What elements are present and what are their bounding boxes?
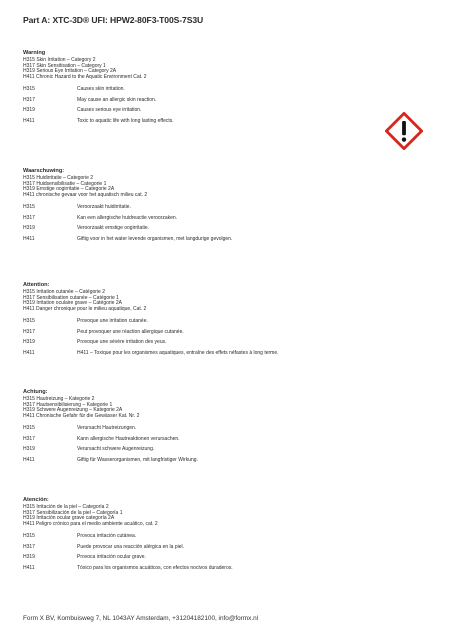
- classification-line: H319 Schwere Augenreizung – Kategorie 2A: [23, 407, 123, 414]
- hazard-statement-row: [23, 236, 393, 247]
- hazard-statement-row: [23, 425, 393, 436]
- hazard-code: H319: [23, 554, 35, 561]
- hazard-text: Verursacht Hautreizungen.: [77, 424, 137, 431]
- hazard-statements: [23, 425, 393, 468]
- classification-line: H319 Serious Eye Irritation – Category 2A: [23, 68, 117, 75]
- hazard-text: Provoca irritación ocular grave.: [77, 554, 146, 561]
- hazard-section: [23, 50, 393, 129]
- hazard-code: H315: [23, 203, 35, 210]
- footer-address: Form X BV, Kombuisweg 7, NL 1043AY Amsterdam, +31204182100, info@formx.nl: [23, 615, 259, 622]
- section-heading: Attention:: [23, 282, 50, 288]
- classification-line: H317 Sensibilización de la piel – Categoría 1: [23, 509, 123, 516]
- hazard-statement-row: [23, 107, 393, 118]
- hazard-code: H315: [23, 317, 35, 324]
- hazard-code: H411: [23, 457, 35, 464]
- hazard-statement-row: [23, 436, 393, 447]
- hazard-code: H319: [23, 107, 35, 114]
- hazard-statements: [23, 533, 393, 576]
- hazard-statement-row: [23, 215, 393, 226]
- hazard-statements: [23, 86, 393, 129]
- hazard-code: H317: [23, 214, 35, 221]
- hazard-statement-row: [23, 318, 393, 329]
- classification-line: H317 Huidsensibilisatie – Categorie 1: [23, 180, 107, 187]
- classification-line: H319 Ernstige oogirritatie – Categorie 2A: [23, 186, 115, 193]
- hazard-code: H315: [23, 85, 35, 92]
- page-title: Part A: XTC-3D® UFI: HPW2-80F3-T00S-7S3U: [23, 15, 204, 25]
- classification-line: H411 chronische gevaar voor het aquatisch milieu cat. 2: [23, 191, 148, 198]
- hazard-statements: [23, 318, 393, 361]
- hazard-text: May cause an allergic skin reaction.: [77, 96, 157, 103]
- hazard-statement-row: [23, 204, 393, 215]
- hazard-code: H315: [23, 532, 35, 539]
- classification-line: H315 Irritación de la piel – Categoría 2: [23, 504, 109, 510]
- hazard-statement-row: [23, 446, 393, 457]
- hazard-text: Provoque une irritation cutanée.: [77, 317, 148, 324]
- hazard-text: Kann allergische Hautreaktionen verursachen.: [77, 435, 180, 442]
- hazard-statements: [23, 204, 393, 247]
- hazard-section: [23, 168, 393, 247]
- hazard-code: H319: [23, 446, 35, 453]
- hazard-code: H317: [23, 328, 35, 335]
- classification-line: H411 Peligro crónico para el medio ambiente acuático, cat. 2: [23, 520, 158, 527]
- hazard-statement-row: [23, 339, 393, 350]
- classification-line: H317 Skin Sensitisation – Category 1: [23, 62, 106, 69]
- hazard-text: Provoca irritación cutánea.: [77, 532, 137, 539]
- hazard-text: H411 – Toxique pour les organismes aquatiques, entraîne des effets néfastes à long terme.: [77, 350, 279, 357]
- hazard-text: Puede provocar una reacción alérgica en la piel.: [77, 543, 185, 550]
- hazard-text: Causes skin irritation.: [77, 85, 125, 92]
- hazard-text: Causes serious eye irritation.: [77, 107, 142, 114]
- hazard-code: H317: [23, 543, 35, 550]
- hazard-statement-row: [23, 97, 393, 108]
- hazard-statement-row: [23, 554, 393, 565]
- section-heading: Atención:: [23, 497, 49, 503]
- hazard-text: Peut provoquer une réaction allergique cutanée.: [77, 328, 184, 335]
- hazard-code: H411: [23, 118, 35, 125]
- section-heading: Waarschuwing:: [23, 168, 65, 174]
- classification-line: H315 Huidirritatie – Categorie 2: [23, 175, 94, 181]
- hazard-statement-row: [23, 565, 393, 576]
- hazard-code: H319: [23, 339, 35, 346]
- classification-line: H317 Sensibilisation cutanée – Catégorie 1: [23, 294, 119, 301]
- ghs07-exclamation-mark-icon: [385, 112, 423, 150]
- classification-line: H317 Hautsensibilisierung – Kategorie 1: [23, 401, 113, 408]
- hazard-code: H411: [23, 565, 35, 572]
- classification-line: H315 Skin Irritation – Category 2: [23, 57, 96, 63]
- section-heading: Warning: [23, 50, 46, 56]
- hazard-statement-row: [23, 86, 393, 97]
- hazard-section: [23, 497, 393, 576]
- classification-line: H319 Irritation oculaire grave – Catégorie 2A: [23, 300, 122, 307]
- classification-line: H315 Irritation cutanée – Catégorie 2: [23, 289, 105, 295]
- hazard-section: [23, 282, 393, 361]
- hazard-text: Kan een allergische huidreactie veroorzaken.: [77, 214, 178, 221]
- hazard-statement-row: [23, 225, 393, 236]
- hazard-text: Giftig für Wasserorganismen, mit langfristiger Wirkung.: [77, 457, 198, 464]
- hazard-text: Toxic to aquatic life with long lasting effects.: [77, 118, 174, 125]
- hazard-statement-row: [23, 350, 393, 361]
- hazard-section: [23, 389, 393, 468]
- classification-line: H411 Chronic Hazard to the Aquatic Environment Cat. 2: [23, 73, 147, 80]
- section-heading: Achtung:: [23, 389, 48, 395]
- classification-line: H411 Chronische Gefahr für die Gewässer Kat. Nr. 2: [23, 412, 140, 419]
- hazard-statement-row: [23, 533, 393, 544]
- hazard-text: Veroorzaakt ernstige oogirritatie.: [77, 225, 149, 232]
- hazard-text: Veroorzaakt huidirritatie.: [77, 203, 131, 210]
- hazard-code: H319: [23, 225, 35, 232]
- hazard-code: H411: [23, 236, 35, 243]
- hazard-code: H315: [23, 424, 35, 431]
- hazard-code: H411: [23, 350, 35, 357]
- classification-line: H319 Irritación ocular grave categoría 2A: [23, 515, 115, 522]
- hazard-code: H317: [23, 435, 35, 442]
- hazard-text: Giftig voor in het water levende organismen, met langdurige gevolgen.: [77, 236, 233, 243]
- hazard-text: Tóxico para los organismos acuáticos, con efectos nocivos duraderos.: [77, 565, 233, 572]
- classification-line: H411 Danger chronique pour le milieu aquatique, Cat. 2: [23, 305, 147, 312]
- classification-line: H315 Hautreizung – Kategorie 2: [23, 396, 95, 402]
- hazard-statement-row: [23, 118, 393, 129]
- hazard-statement-row: [23, 544, 393, 555]
- hazard-statement-row: [23, 329, 393, 340]
- hazard-code: H317: [23, 96, 35, 103]
- hazard-text: Provoque une sévère irritation des yeux.: [77, 339, 167, 346]
- hazard-statement-row: [23, 457, 393, 468]
- hazard-text: Verursacht schwere Augenreizung.: [77, 446, 155, 453]
